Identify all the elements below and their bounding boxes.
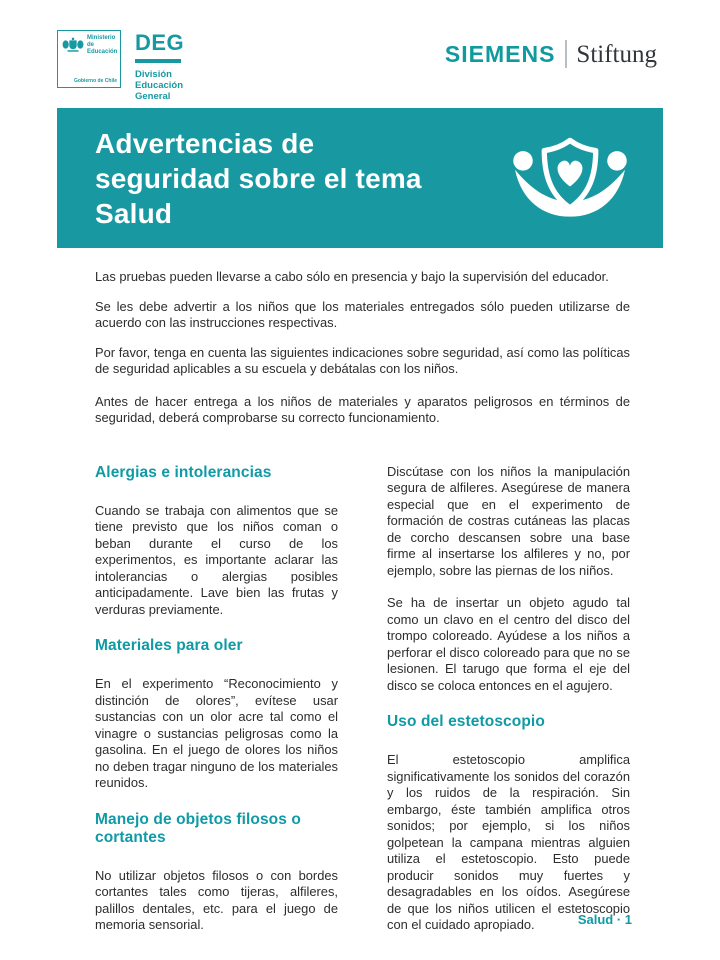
- intro-paragraph-3: Por favor, tenga en cuenta las siguientes indicaciones sobre seguridad, así como las políticas de seguridad aplicables a su escuela y debátalas con los niños.: [95, 344, 630, 376]
- government-label: Gobierno de Chile: [73, 78, 117, 84]
- siemens-wordmark: SIEMENS: [444, 41, 556, 67]
- deg-rule: [135, 59, 181, 63]
- section-body-estetoscopio: El estetoscopio amplifica significativamente los sonidos del corazón y los ruidos de la respiración. Sin embargo, éste también amplifica otros sonidos; por ejemplo, si los niños golpetean la campana mientras alguien utiliza el estetoscopio. Esto puede producir sonidos muy fuertes y desagradables en los oídos. Asegúrese de que los niños utilicen el estetoscopio con el cuidado apropiado.: [387, 752, 630, 932]
- intro-paragraph-4: Antes de hacer entrega a los niños de materiales y aparatos peligrosos en términos de seguridad, deberá comprobarse su correcto funcionamiento.: [95, 393, 630, 425]
- section-body-objetos-filosos: No utilizar objetos filosos o con bordes cortantes tales como tijeras, alfileres, palillos dentales, etc. para el juego de memoria sensorial.: [95, 867, 338, 932]
- deg-line-1: División: [135, 69, 172, 80]
- chile-coat-of-arms-icon: [62, 37, 84, 58]
- section-body-alergias: Cuando se trabaja con alimentos que se tiene previsto que los niños coman o beban durante el curso de los experimentos, es importante aclarar las intolerancias o alergias posibles anticipadamente. Lave bien las frutas y verduras previamente.: [95, 502, 338, 617]
- document-page: [0, 28, 720, 960]
- ministry-name-line1: Ministerio de: [87, 35, 116, 48]
- deg-line-3: General: [135, 91, 171, 102]
- section-body-materiales: En el experimento “Reconocimiento y distinción de olores”, evítese usar sustancias con un olor acre tal como el vinagre o sustancias peligrosas como la gasolina. En el juego de olores los niños no deben tragar ninguno de los materiales reunidos.: [95, 676, 338, 790]
- right-column: [387, 464, 630, 950]
- page-number: Salud · 1: [577, 912, 632, 927]
- ministry-name-line2: Educación: [87, 49, 118, 55]
- intro-paragraph-1: Las pruebas pueden llevarse a cabo sólo en presencia y bajo la supervisión del educador.: [95, 269, 609, 284]
- ministry-name: [87, 35, 117, 56]
- siemens-stiftung-logo: [445, 40, 657, 68]
- deg-line-2: Educación: [135, 80, 184, 91]
- section-heading-objetos-filosos: Manejo de objetos filosos o cortantes: [95, 810, 301, 846]
- content-columns: [95, 464, 630, 950]
- deg-division-lines: [135, 69, 184, 102]
- shield-heart-people-icon: [511, 136, 629, 227]
- section-heading-estetoscopio: Uso del estetoscopio: [387, 713, 545, 730]
- siemens-logo-divider: [565, 40, 567, 68]
- right-paragraph-trompo: Se ha de insertar un objeto agudo tal como un clavo en el centro del disco del trompo coloreado. Ayúdese a los niños a perforar el disco coloreado para que no se lesionen. El tarugo que forma el eje del disco se coloca entonces en el agujero.: [387, 595, 630, 693]
- page-title: [57, 126, 422, 231]
- page-title-line3: Salud: [95, 197, 173, 229]
- title-banner: [57, 108, 663, 248]
- ministry-logo: [57, 30, 121, 88]
- intro-paragraph-2: Se les debe advertir a los niños que los materiales entregados sólo pueden utilizarse de acuerdo con las instrucciones respectivas.: [95, 298, 630, 330]
- section-heading-materiales: Materiales para oler: [95, 637, 243, 654]
- header-logo-row: [57, 28, 663, 102]
- deg-logo: [135, 32, 184, 102]
- page-title-line1: Advertencias de: [95, 127, 315, 159]
- stiftung-wordmark: Stiftung: [576, 40, 657, 68]
- section-heading-alergias: Alergias e intolerancias: [95, 463, 272, 481]
- deg-acronym: DEG: [135, 30, 185, 55]
- left-column: [95, 464, 338, 950]
- intro-section: [95, 269, 630, 427]
- page-title-line2: seguridad sobre el tema: [95, 162, 422, 194]
- right-paragraph-alfileres: Discútase con los niños la manipulación segura de alfileres. Asegúrese de manera especial que en el experimento de formación de costras cutáneas las placas de corcho descansen sobre una base firme al insertarse los alfileres y no, por ejemplo, sobre las piernas de los niños.: [387, 463, 630, 578]
